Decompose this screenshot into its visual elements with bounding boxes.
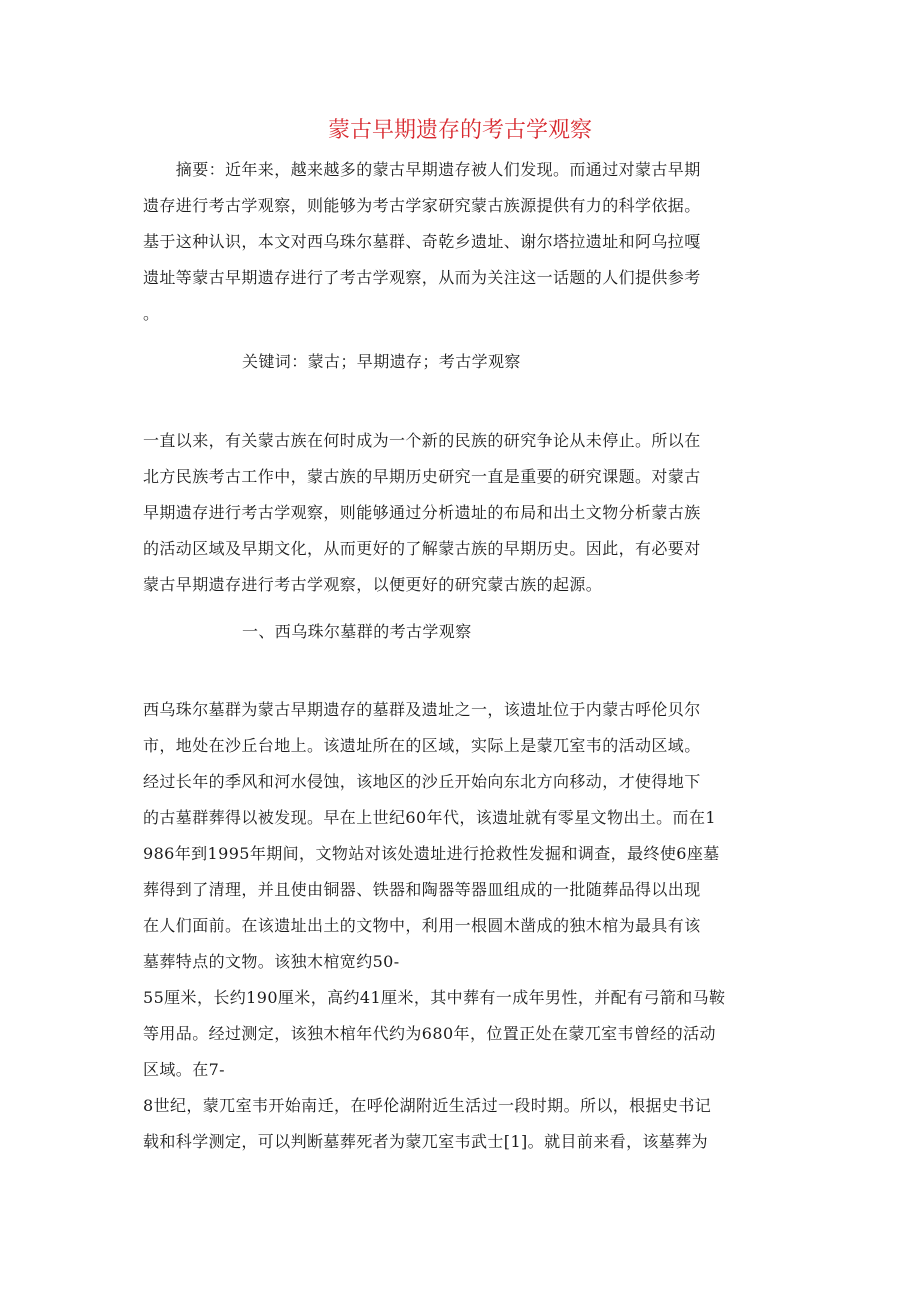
paragraph-line: 葬得到了清理，并且使由铜器、铁器和陶器等器皿组成的一批随葬品得以出现 — [143, 880, 701, 899]
paragraph-line: 北方民族考古工作中，蒙古族的早期历史研究一直是重要的研究课题。对蒙古 — [143, 467, 701, 486]
paragraph-line: 西乌珠尔墓群为蒙古早期遗存的墓群及遗址之一，该遗址位于内蒙古呼伦贝尔 — [143, 700, 701, 719]
abstract-line: 基于这种认识，本文对西乌珠尔墓群、奇乾乡遗址、谢尔塔拉遗址和阿乌拉嘎 — [143, 232, 701, 251]
paragraph-line: 在人们面前。在该遗址出土的文物中，利用一根圆木凿成的独木棺为最具有该 — [143, 916, 701, 935]
keywords: 关键词：蒙古；早期遗存；考古学观察 — [242, 352, 521, 371]
paragraph-line: 载和科学测定，可以判断墓葬死者为蒙兀室韦武士[1]。就目前来看，该墓葬为 — [143, 1132, 709, 1151]
paragraph-line: 8世纪，蒙兀室韦开始南迁，在呼伦湖附近生活过一段时期。所以，根据史书记 — [143, 1096, 712, 1115]
paragraph-line: 墓葬特点的文物。该独木棺宽约50- — [143, 952, 400, 971]
paragraph-line: 蒙古早期遗存进行考古学观察，以便更好的研究蒙古族的起源。 — [143, 575, 603, 594]
paragraph-line: 早期遗存进行考古学观察，则能够通过分析遗址的布局和出土文物分析蒙古族 — [143, 503, 701, 522]
paragraph-line: 的古墓群葬得以被发现。早在上世纪60年代，该遗址就有零星文物出土。而在1 — [143, 808, 716, 827]
document-title: 蒙古早期遗存的考古学观察 — [327, 118, 592, 143]
paragraph-line: 等用品。经过测定，该独木棺年代约为680年，位置正处在蒙兀室韦曾经的活动 — [143, 1024, 716, 1043]
paragraph-line: 一直以来，有关蒙古族在何时成为一个新的民族的研究争论从未停止。所以在 — [143, 431, 701, 450]
paragraph-line: 986年到1995年期间，文物站对该处遗址进行抢救性发掘和调查，最终使6座墓 — [143, 844, 720, 863]
abstract-line: 。 — [143, 304, 160, 323]
paragraph-line: 的活动区域及早期文化，从而更好的了解蒙古族的早期历史。因此，有必要对 — [143, 539, 701, 558]
paragraph-line: 55厘米，长约190厘米，高约41厘米，其中葬有一成年男性，并配有弓箭和马鞍 — [143, 988, 726, 1007]
paragraph-line: 经过长年的季风和河水侵蚀，该地区的沙丘开始向东北方向移动，才使得地下 — [143, 772, 701, 791]
section-heading: 一、西乌珠尔墓群的考古学观察 — [242, 622, 472, 641]
abstract-line: 遗址等蒙古早期遗存进行了考古学观察，从而为关注这一话题的人们提供参考 — [143, 268, 701, 287]
paragraph-line: 市，地处在沙丘台地上。该遗址所在的区域，实际上是蒙兀室韦的活动区域。 — [143, 736, 701, 755]
abstract-line: 摘要：近年来，越来越多的蒙古早期遗存被人们发现。而通过对蒙古早期 — [143, 160, 701, 179]
paragraph-line: 区域。在7- — [143, 1060, 225, 1079]
abstract-line: 遗存进行考古学观察，则能够为考古学家研究蒙古族源提供有力的科学依据。 — [143, 196, 701, 215]
